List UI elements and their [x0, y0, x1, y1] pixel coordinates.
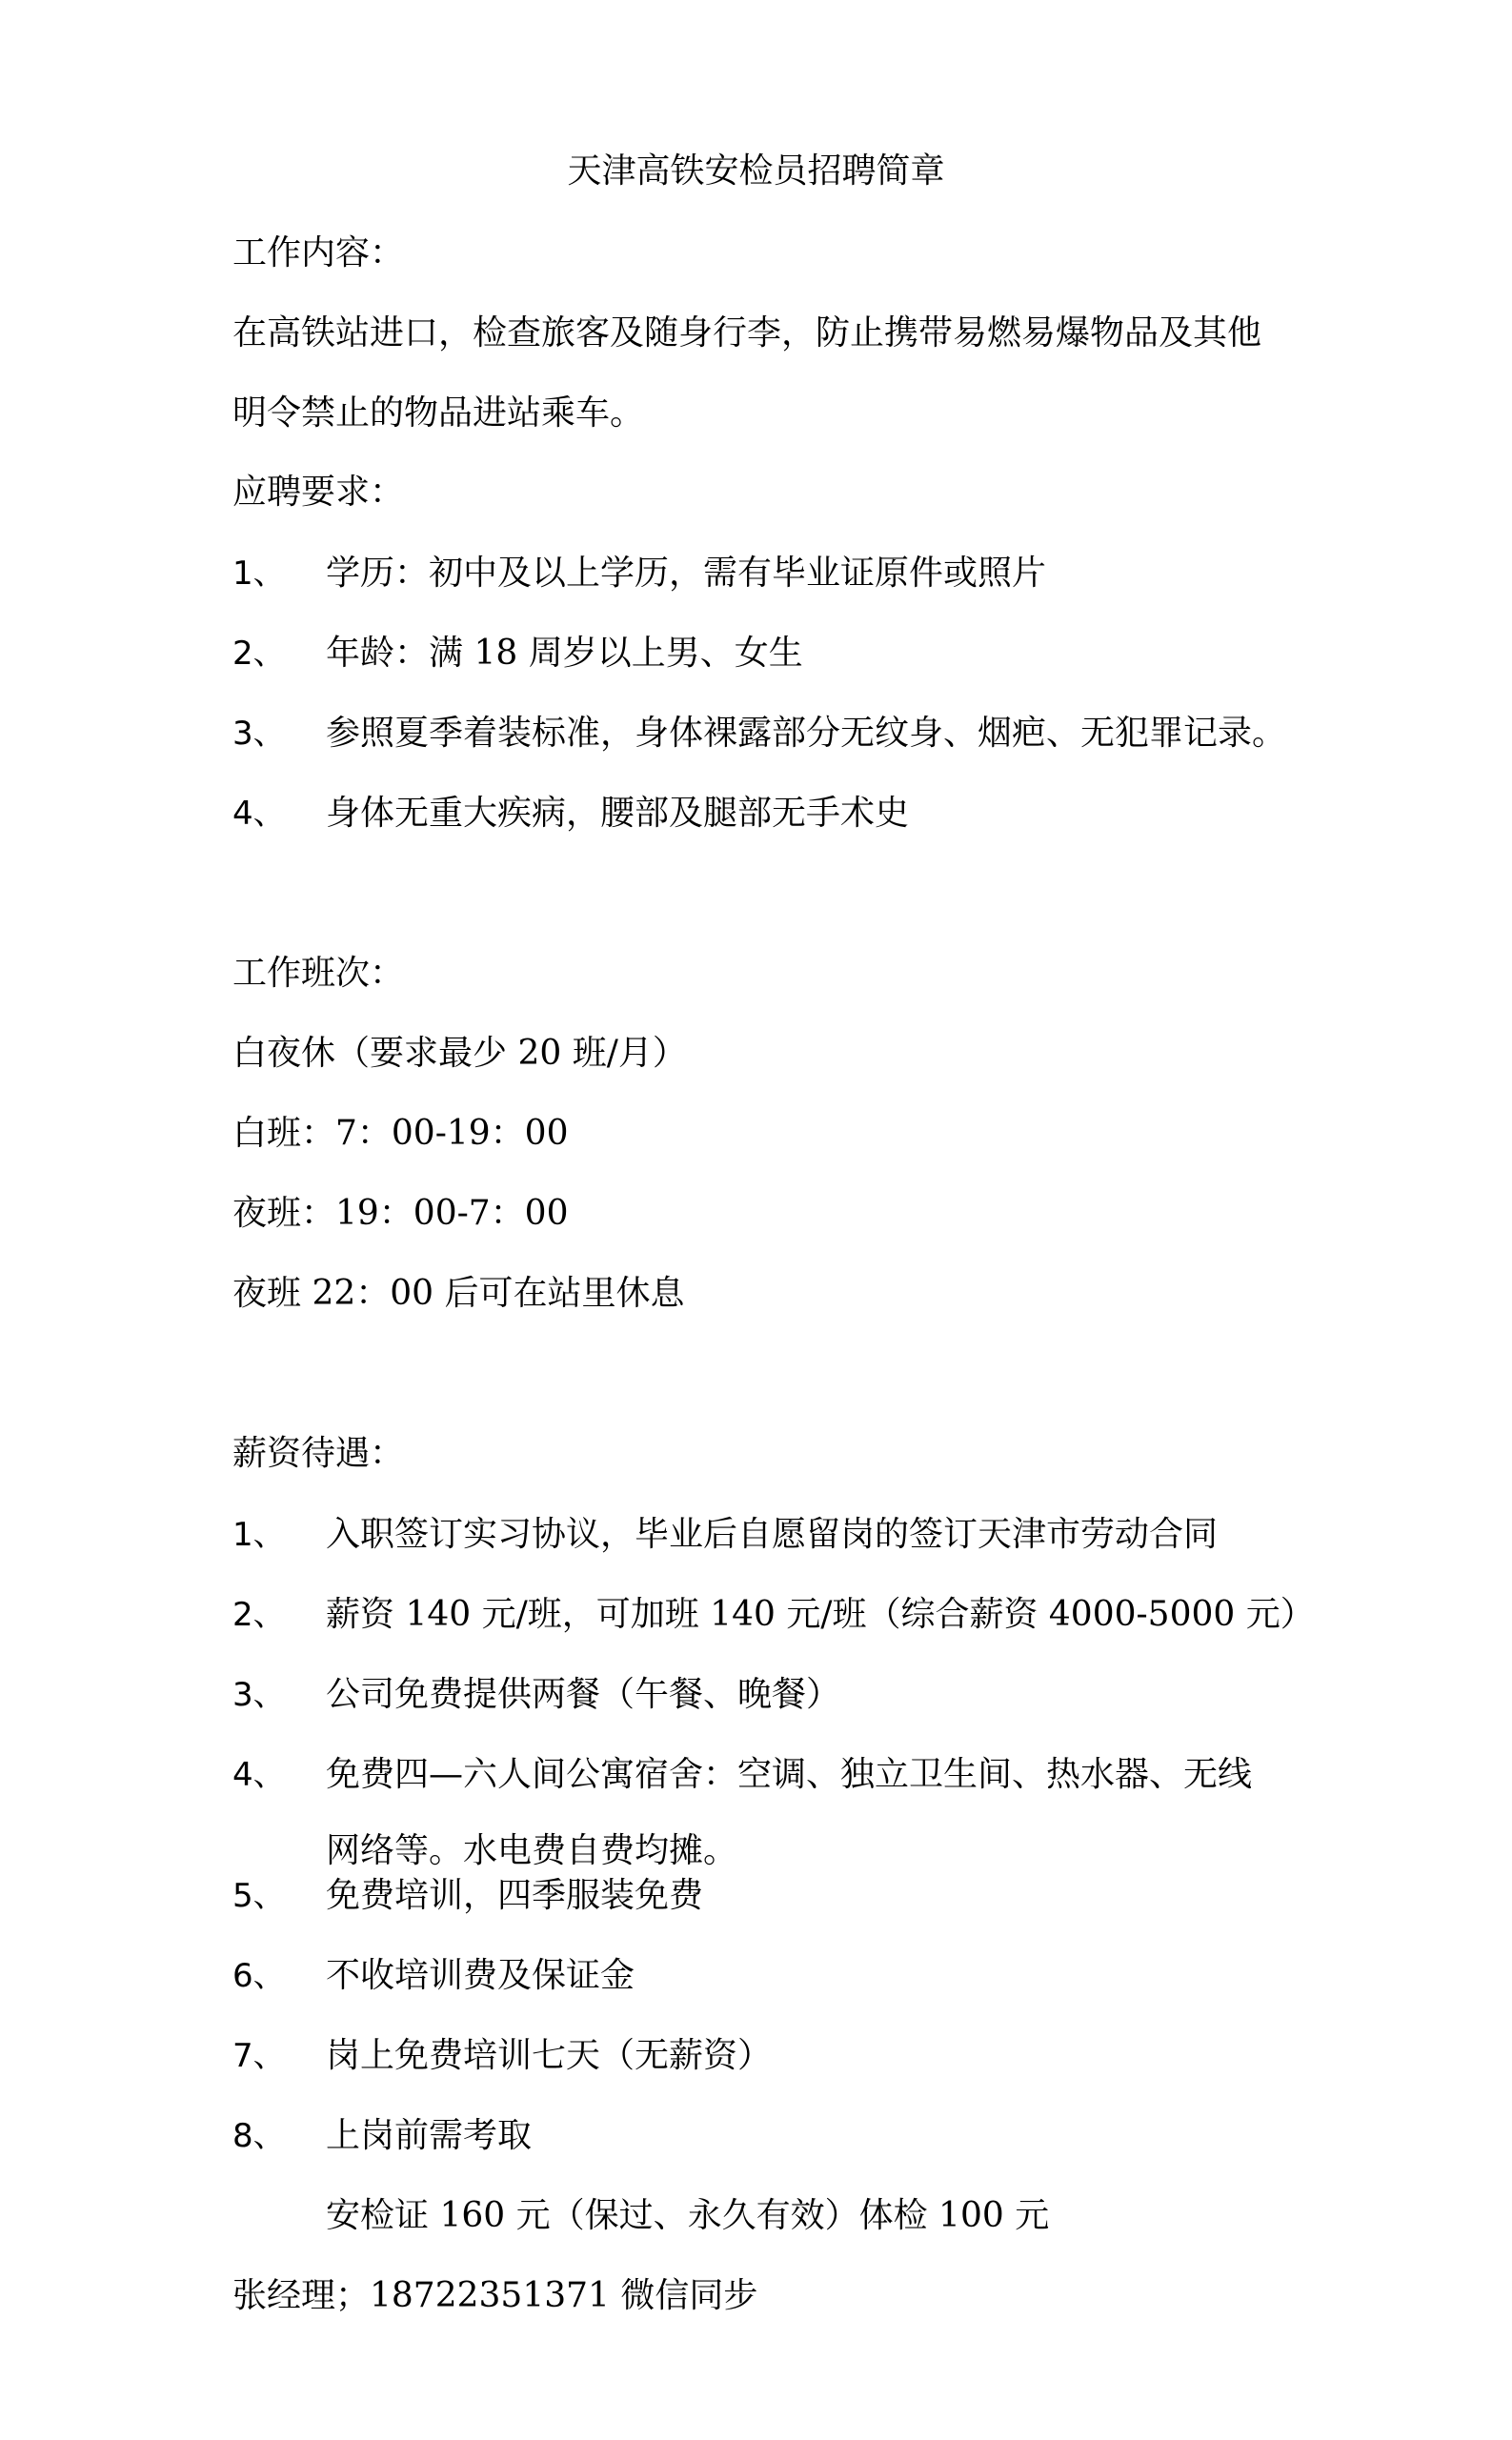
benefit-text-continued: 安检证 160 元（保过、永久有效）体检 100 元: [326, 2196, 1050, 2235]
benefit-text: 薪资 140 元/班，可加班 140 元/班（综合薪资 4000-5000 元）: [326, 1595, 1315, 1634]
work-content-line: 明令禁止的物品进站乘车。: [232, 393, 645, 433]
shift-line: 夜班 22：00 后可在站里休息: [232, 1274, 685, 1313]
requirement-text: 身体无重大疾病，腰部及腿部无手术史: [326, 794, 910, 833]
benefit-text: 入职签订实习协议，毕业后自愿留岗的签订天津市劳动合同: [326, 1515, 1219, 1554]
contact-info: 张经理；18722351371 微信同步: [232, 2276, 758, 2315]
requirements-heading: 应聘要求：: [232, 473, 405, 512]
requirement-text: 年龄：满 18 周岁以上男、女生: [326, 634, 803, 673]
benefit-text: 不收培训费及保证金: [326, 1956, 635, 1995]
page-title: 天津高铁安检员招聘简章: [567, 151, 945, 191]
benefit-text: 免费培训，四季服装免费: [326, 1876, 704, 1915]
work-content-heading: 工作内容：: [232, 233, 405, 272]
requirement-number: 3、: [232, 715, 286, 753]
benefit-number: 8、: [232, 2117, 286, 2155]
benefit-text: 免费四—六人间公寓宿舍：空调、独立卫生间、热水器、无线: [326, 1755, 1253, 1794]
benefit-number: 4、: [232, 1756, 286, 1794]
benefits-heading: 薪资待遇：: [232, 1434, 405, 1473]
benefit-number: 7、: [232, 2037, 286, 2075]
benefit-text-continued: 网络等。水电费自费均摊。: [326, 1831, 738, 1870]
requirement-number: 4、: [232, 795, 286, 833]
benefit-text: 上岗前需考取: [326, 2116, 533, 2155]
requirement-number: 2、: [232, 635, 286, 673]
benefit-number: 6、: [232, 1957, 286, 1995]
benefit-number: 1、: [232, 1516, 286, 1554]
requirement-number: 1、: [232, 555, 286, 593]
shifts-heading: 工作班次：: [232, 954, 405, 993]
benefit-number: 5、: [232, 1877, 286, 1915]
work-content-line: 在高铁站进口，检查旅客及随身行李，防止携带易燃易爆物品及其他: [232, 313, 1262, 353]
shift-line: 白班：7：00-19：00: [232, 1114, 569, 1153]
shift-line: 夜班：19：00-7：00: [232, 1194, 569, 1233]
benefit-text: 岗上免费培训七天（无薪资）: [326, 2036, 773, 2075]
requirement-text: 参照夏季着装标准，身体裸露部分无纹身、烟疤、无犯罪记录。: [326, 714, 1287, 753]
benefit-number: 2、: [232, 1596, 286, 1634]
shift-line: 白夜休（要求最少 20 班/月）: [232, 1034, 687, 1073]
benefit-text: 公司免费提供两餐（午餐、晚餐）: [326, 1675, 841, 1714]
requirement-text: 学历：初中及以上学历，需有毕业证原件或照片: [326, 554, 1047, 593]
benefit-number: 3、: [232, 1676, 286, 1714]
